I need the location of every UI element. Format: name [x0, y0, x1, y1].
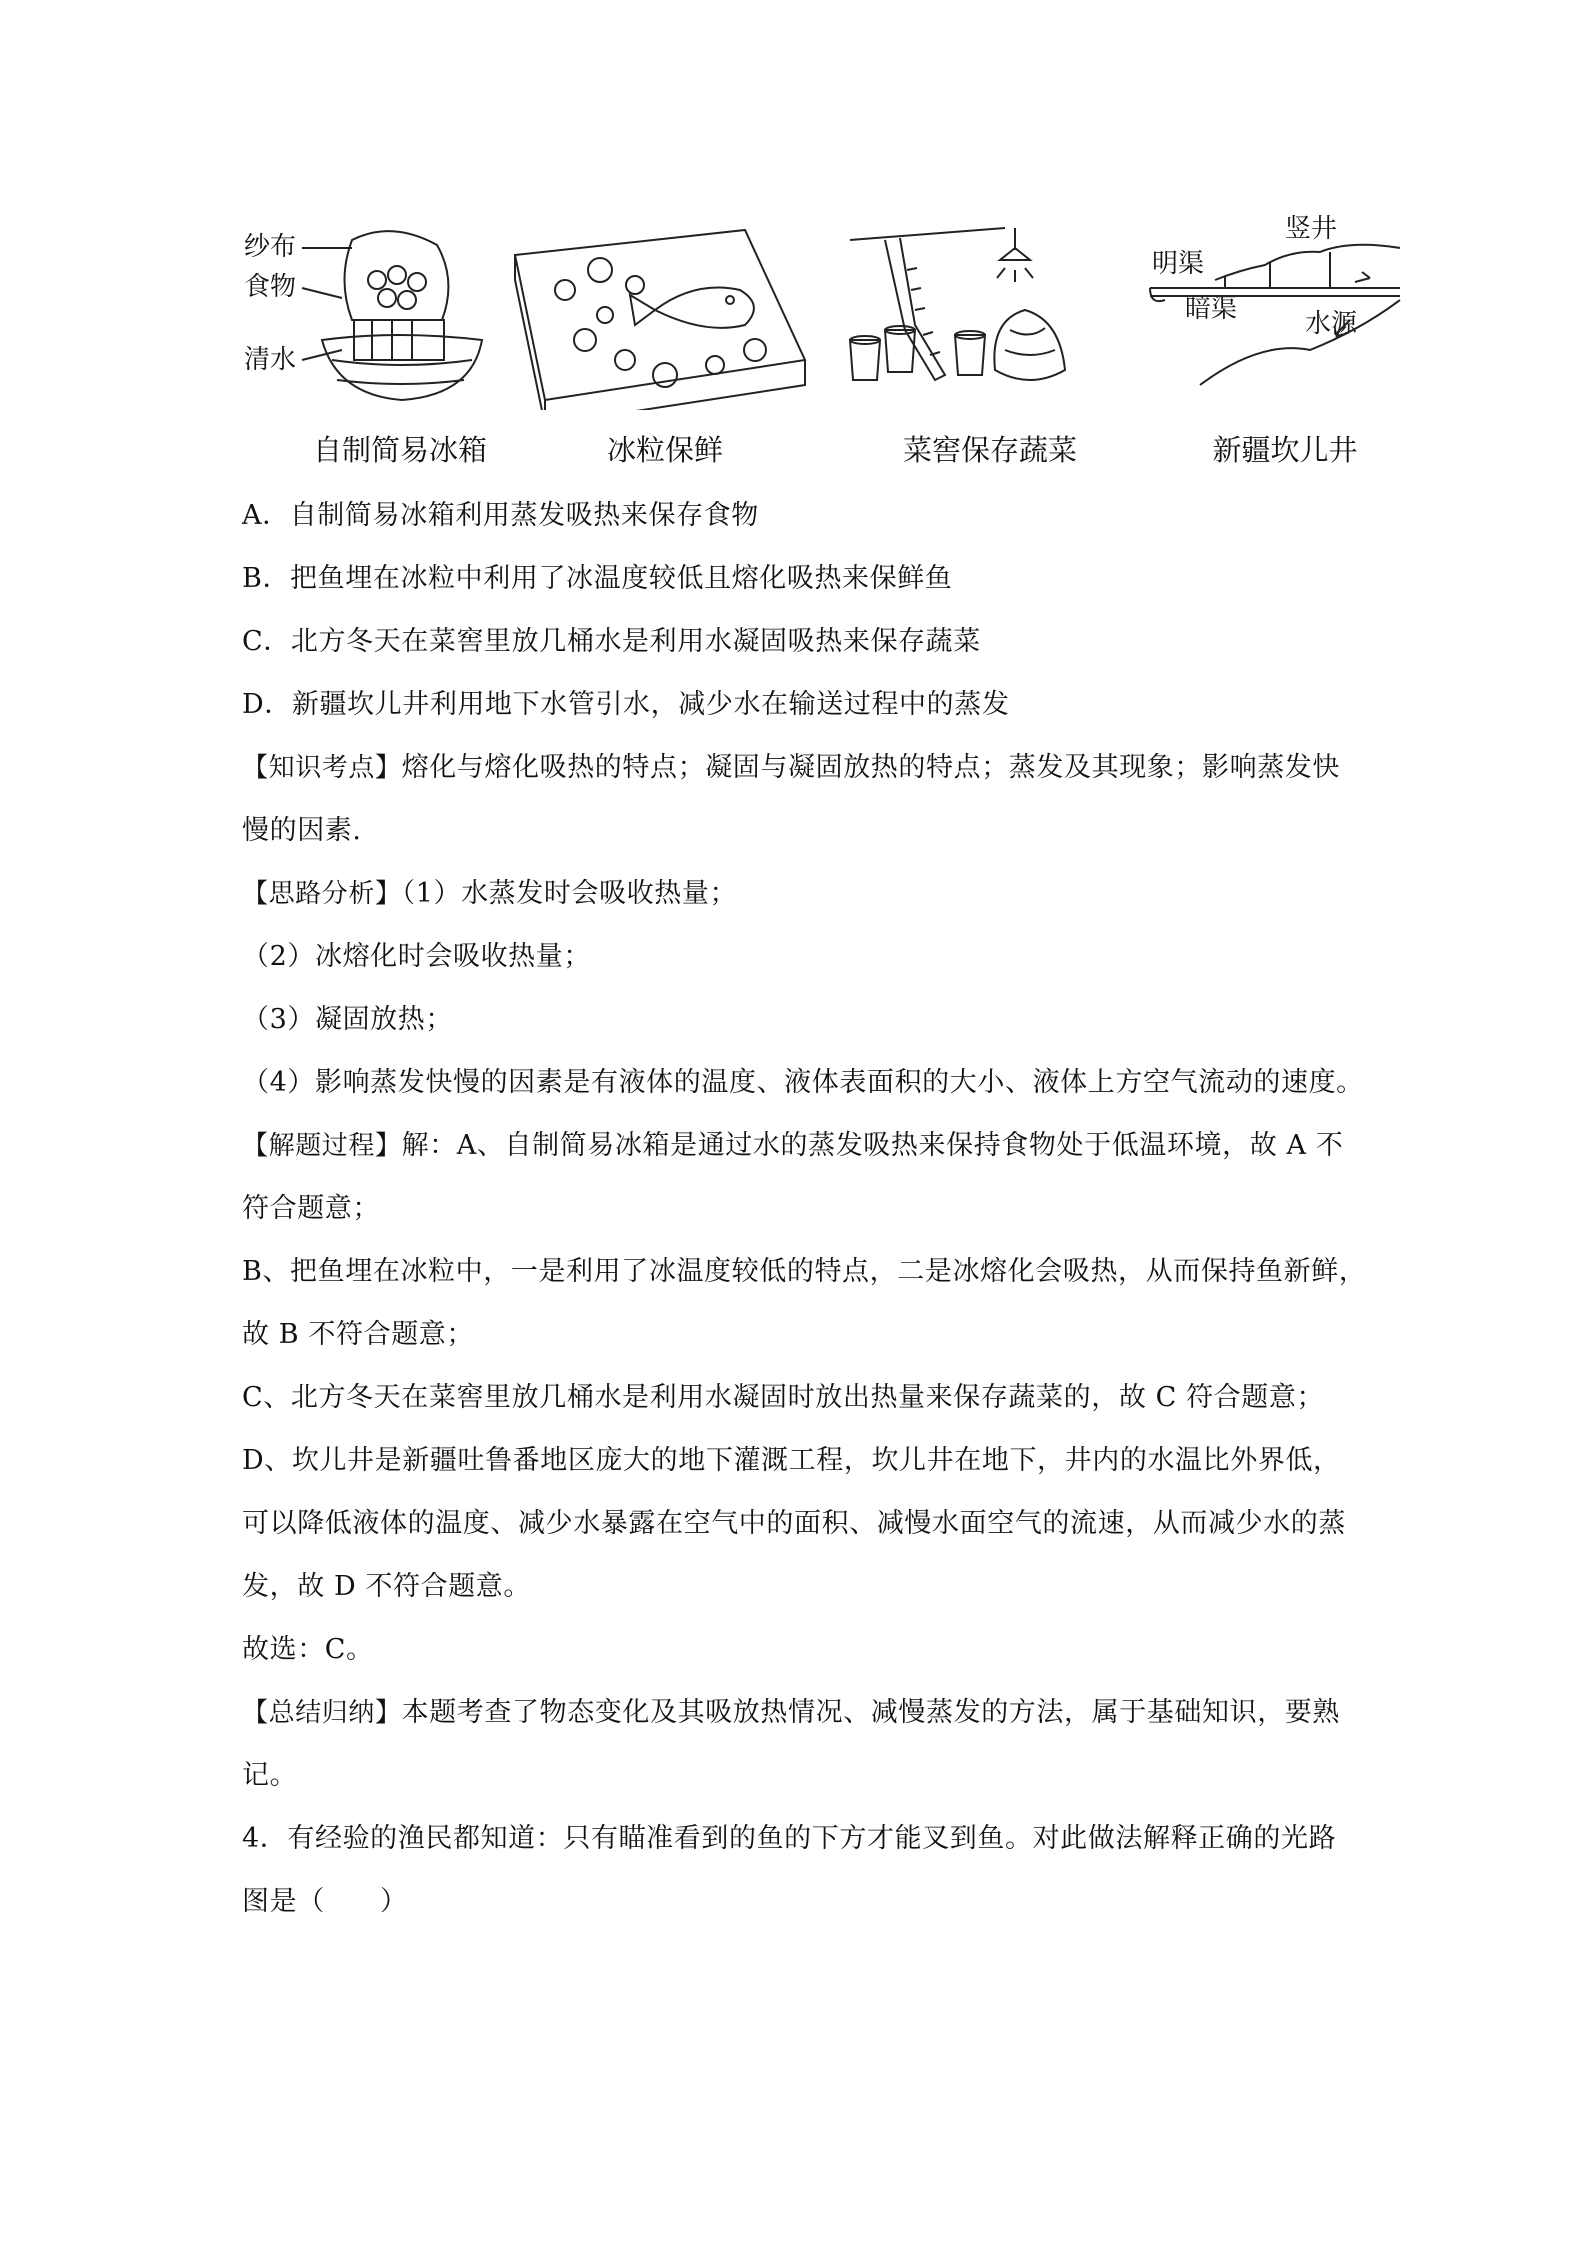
solution-line-5: C、北方冬天在菜窖里放几桶水是利用水凝固时放出热量来保存蔬菜的，故 C 符合题意；: [242, 1382, 1325, 1413]
caption-ice-fresh: 冰粒保鲜: [606, 433, 723, 467]
analysis-tag: 【思路分析】: [242, 879, 402, 909]
cellar-drawing: [845, 210, 1075, 410]
figure-karez: [1140, 210, 1410, 410]
ice-fresh-drawing: [505, 210, 815, 410]
option-d: D．新疆坎儿井利用地下水管引水，减少水在输送过程中的蒸发: [242, 689, 1010, 720]
analysis-text-1: （1）水蒸发时会吸收热量；: [401, 878, 738, 909]
analysis-line-1: [242, 876, 737, 912]
solution-answer: 故选：C。: [242, 1634, 374, 1665]
option-b: B．把鱼埋在冰粒中利用了冰温度较低且熔化吸热来保鲜鱼: [242, 563, 953, 594]
summary-line-2: 记。: [242, 1760, 298, 1791]
analysis-line-2: （2）冰熔化时会吸收热量；: [242, 941, 591, 972]
knowledge-tag: 【知识考点】: [242, 753, 402, 783]
label-food: 食物: [244, 272, 297, 302]
knowledge-line-1: [242, 750, 1340, 786]
solution-line-2: 符合题意；: [242, 1193, 380, 1224]
solution-line-1: [242, 1128, 1343, 1164]
figure-simple-fridge: [242, 210, 492, 410]
figure-ice-fresh: [505, 210, 815, 410]
option-c: C．北方冬天在菜窖里放几桶水是利用水凝固吸热来保存蔬菜: [242, 626, 981, 657]
summary-line-1: [242, 1695, 1340, 1731]
label-underground-channel: 暗渠: [1185, 294, 1238, 324]
figure-cellar: [845, 210, 1075, 410]
summary-tag: 【总结归纳】: [242, 1698, 402, 1728]
summary-text-1: 本题考查了物态变化及其吸放热情况、减慢蒸发的方法，属于基础知识，要熟: [401, 1697, 1341, 1728]
option-a: A．自制简易冰箱利用蒸发吸热来保存食物: [242, 500, 759, 531]
question4-line-2: 图是（ ）: [242, 1886, 408, 1917]
label-water-source: 水源: [1305, 309, 1358, 339]
question4-line-1: 4．有经验的渔民都知道：只有瞄准看到的鱼的下方才能叉到鱼。对此做法解释正确的光路: [242, 1823, 1337, 1854]
caption-simple-fridge: 自制简易冰箱: [312, 433, 487, 467]
caption-cellar: 菜窖保存蔬菜: [902, 433, 1077, 467]
label-open-channel: 明渠: [1152, 249, 1205, 279]
solution-line-8: 发，故 D 不符合题意。: [242, 1571, 532, 1602]
solution-line-6: D、坎儿井是新疆吐鲁番地区庞大的地下灌溉工程，坎儿井在地下，井内的水温比外界低，: [242, 1445, 1341, 1476]
label-gauze: 纱布: [244, 232, 297, 262]
solution-text-1: 解：A、自制简易冰箱是通过水的蒸发吸热来保持食物处于低温环境，故 A 不: [401, 1130, 1344, 1161]
solution-line-7: 可以降低液体的温度、减少水暴露在空气中的面积、减慢水面空气的流速，从而减少水的蒸: [242, 1508, 1346, 1539]
karez-drawing: [1140, 210, 1410, 410]
knowledge-line-2: 慢的因素.: [242, 815, 362, 846]
analysis-line-3: （3）凝固放热；: [242, 1004, 453, 1035]
solution-tag: 【解题过程】: [242, 1131, 402, 1161]
label-vertical-well: 竖井: [1285, 214, 1338, 244]
analysis-line-4: （4）影响蒸发快慢的因素是有液体的温度、液体表面积的大小、液体上方空气流动的速度。: [242, 1067, 1364, 1098]
solution-line-4: 故 B 不符合题意；: [242, 1319, 475, 1350]
simple-fridge-drawing: [242, 210, 492, 410]
knowledge-text-1: 熔化与熔化吸热的特点；凝固与凝固放热的特点；蒸发及其现象；影响蒸发快: [401, 752, 1341, 783]
caption-karez: 新疆坎儿井: [1212, 433, 1358, 467]
label-water: 清水: [244, 345, 297, 375]
solution-line-3: B、把鱼埋在冰粒中，一是利用了冰温度较低的特点，二是冰熔化会吸热，从而保持鱼新鲜，: [242, 1256, 1367, 1287]
